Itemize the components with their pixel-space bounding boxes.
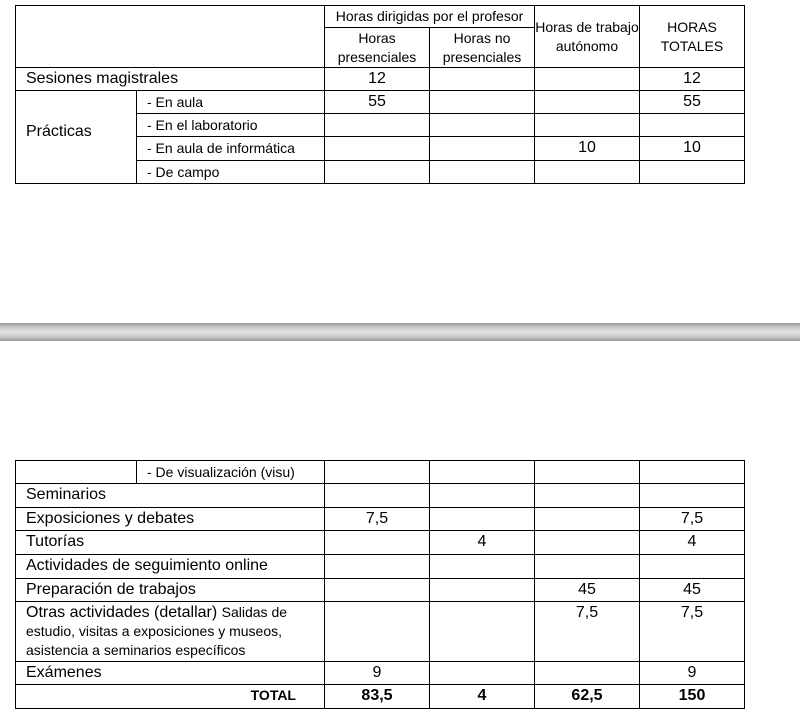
cell-seminarios-auto	[535, 484, 640, 508]
row-label-trabajos: Preparación de trabajos	[16, 579, 325, 602]
cell-sesiones-pres: 12	[325, 68, 430, 91]
row-label-seminarios: Seminarios	[16, 484, 325, 508]
cell-tutorias-nopres: 4	[430, 531, 535, 555]
row-label-informatica: - En aula de informática	[137, 137, 325, 161]
cell-seminarios-pres	[325, 484, 430, 508]
page-break-divider	[0, 323, 800, 341]
cell-laboratorio-total	[640, 114, 745, 137]
cell-exposiciones-pres: 7,5	[325, 508, 430, 531]
cell-en-aula-total: 55	[640, 91, 745, 114]
cell-trabajos-nopres	[430, 579, 535, 602]
header-presenciales: Horas presenciales	[325, 28, 430, 68]
row-label-exposiciones: Exposiciones y debates	[16, 508, 325, 531]
cell-laboratorio-nopres	[430, 114, 535, 137]
cell-trabajos-pres	[325, 579, 430, 602]
header-empty-cell	[16, 6, 325, 68]
cell-exposiciones-auto	[535, 508, 640, 531]
cell-visualizacion-auto	[535, 461, 640, 484]
cell-otras-nopres	[430, 602, 535, 662]
cell-examenes-nopres	[430, 662, 535, 685]
cell-campo-nopres	[430, 161, 535, 184]
cell-otras-auto: 7,5	[535, 602, 640, 662]
cell-total-total: 150	[640, 685, 745, 709]
cell-exposiciones-total: 7,5	[640, 508, 745, 531]
row-label-examenes: Exámenes	[16, 662, 325, 685]
header-autonomo: Horas de trabajo autónomo	[535, 6, 640, 68]
cell-visualizacion-total	[640, 461, 745, 484]
cell-informatica-auto: 10	[535, 137, 640, 161]
cell-visualizacion-nopres	[430, 461, 535, 484]
cell-en-aula-pres: 55	[325, 91, 430, 114]
row-label-practicas: Prácticas	[16, 91, 137, 184]
cell-online-nopres	[430, 555, 535, 579]
cell-sesiones-auto	[535, 68, 640, 91]
hours-table-bottom	[15, 460, 745, 709]
cell-online-auto	[535, 555, 640, 579]
row-label-visualizacion: - De visualización (visu)	[137, 461, 325, 484]
cell-otras-total: 7,5	[640, 602, 745, 662]
row-label-tutorias: Tutorías	[16, 531, 325, 555]
row-label-sesiones: Sesiones magistrales	[16, 68, 325, 91]
cell-en-aula-auto	[535, 91, 640, 114]
hours-table-top	[15, 5, 745, 184]
cell-informatica-total: 10	[640, 137, 745, 161]
cell-total-pres: 83,5	[325, 685, 430, 709]
cell-tutorias-pres	[325, 531, 430, 555]
cell-examenes-auto	[535, 662, 640, 685]
cell-online-total	[640, 555, 745, 579]
cell-trabajos-auto: 45	[535, 579, 640, 602]
cell-seminarios-nopres	[430, 484, 535, 508]
empty-cell-visualizacion	[16, 461, 137, 484]
cell-online-pres	[325, 555, 430, 579]
cell-campo-pres	[325, 161, 430, 184]
cell-otras-pres	[325, 602, 430, 662]
cell-informatica-nopres	[430, 137, 535, 161]
cell-examenes-pres: 9	[325, 662, 430, 685]
row-label-otras	[16, 602, 325, 662]
row-label-campo: - De campo	[137, 161, 325, 184]
cell-exposiciones-nopres	[430, 508, 535, 531]
cell-visualizacion-pres	[325, 461, 430, 484]
cell-tutorias-auto	[535, 531, 640, 555]
header-no-presenciales: Horas no presenciales	[430, 28, 535, 68]
cell-sesiones-total: 12	[640, 68, 745, 91]
otras-detail: Salidas de estudio, visitas a exposiciones y museos, asistencia a seminarios específicos	[26, 604, 288, 658]
cell-sesiones-nopres	[430, 68, 535, 91]
row-label-laboratorio: - En el laboratorio	[137, 114, 325, 137]
cell-seminarios-total	[640, 484, 745, 508]
cell-laboratorio-auto	[535, 114, 640, 137]
otras-label: Otras actividades (detallar)	[26, 604, 218, 621]
cell-informatica-pres	[325, 137, 430, 161]
cell-campo-total	[640, 161, 745, 184]
row-label-online: Actividades de seguimiento online	[16, 555, 325, 579]
header-group-profesor: Horas dirigidas por el profesor	[325, 6, 535, 28]
cell-campo-auto	[535, 161, 640, 184]
cell-trabajos-total: 45	[640, 579, 745, 602]
cell-en-aula-nopres	[430, 91, 535, 114]
cell-total-auto: 62,5	[535, 685, 640, 709]
row-label-en-aula: - En aula	[137, 91, 325, 114]
cell-laboratorio-pres	[325, 114, 430, 137]
header-totales: HORAS TOTALES	[640, 6, 745, 68]
cell-examenes-total: 9	[640, 662, 745, 685]
cell-tutorias-total: 4	[640, 531, 745, 555]
cell-total-nopres: 4	[430, 685, 535, 709]
row-label-total: TOTAL	[16, 685, 325, 709]
